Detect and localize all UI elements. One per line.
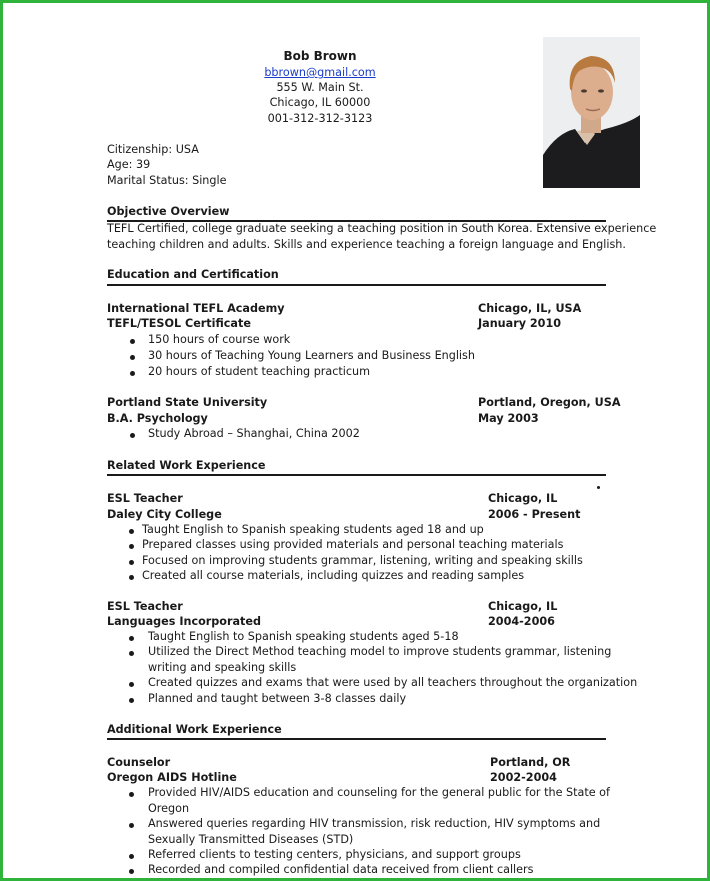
job-title: ESL Teacher [107,492,183,505]
list-item: Provided HIV/AIDS education and counseling for the general public for the State of [148,786,610,799]
citizenship: Citizenship: USA [107,143,199,156]
stray-dot [597,486,600,489]
section-heading-additional-work: Additional Work Experience [107,723,282,736]
job-org: Oregon AIDS Hotline [107,771,237,784]
education-date: May 2003 [478,412,539,425]
section-heading-education: Education and Certification [107,268,279,281]
job-org: Languages Incorporated [107,615,261,628]
list-item: 30 hours of Teaching Young Learners and Business English [148,349,475,362]
bullet-icon [129,869,134,874]
job-title: Counselor [107,756,171,769]
list-item: Answered queries regarding HIV transmission, risk reduction, HIV symptoms and [148,817,601,830]
objective-text-line: TEFL Certified, college graduate seeking a teaching position in South Korea. Extensive experience [107,222,657,235]
section-heading-related-work: Related Work Experience [107,459,266,472]
job-date: 2002-2004 [490,771,557,784]
list-item: Planned and taught between 3-8 classes daily [148,692,407,705]
list-item: Referred clients to testing centers, physicians, and support groups [148,848,521,861]
job-org: Daley City College [107,508,222,521]
bullet-icon [129,792,134,797]
education-location: Chicago, IL, USA [478,302,582,315]
marital-status: Marital Status: Single [107,174,227,187]
bullet-icon [129,575,134,580]
bullet-icon [130,339,135,344]
email-link[interactable]: bbrown@gmail.com [264,66,376,79]
list-item-continuation: Sexually Transmitted Diseases (STD) [148,833,354,846]
list-item: Recorded and compiled confidential data received from client callers [148,863,534,876]
profile-photo [543,37,640,188]
bullet-icon [129,636,134,641]
age: Age: 39 [107,158,151,171]
city-line: Chicago, IL 60000 [269,96,371,109]
section-heading-objective: Objective Overview [107,205,230,218]
phone-line: 001-312-312-3123 [267,112,373,125]
job-date: 2004-2006 [488,615,555,628]
job-title: ESL Teacher [107,600,183,613]
list-item: Study Abroad – Shanghai, China 2002 [148,427,360,440]
bullet-icon [129,529,134,534]
education-org: International TEFL Academy [107,302,285,315]
education-org: Portland State University [107,396,268,409]
section-divider [107,474,606,476]
list-item: Taught English to Spanish speaking students aged 5-18 [148,630,459,643]
education-date: January 2010 [478,317,562,330]
education-title: B.A. Psychology [107,412,208,425]
job-location: Chicago, IL [488,600,558,613]
resume-page [3,3,707,878]
candidate-name: Bob Brown [283,49,357,63]
bullet-icon [130,371,135,376]
list-item: 20 hours of student teaching practicum [148,365,371,378]
list-item: 150 hours of course work [148,333,291,346]
education-title: TEFL/TESOL Certificate [107,317,251,330]
job-location: Chicago, IL [488,492,558,505]
job-location: Portland, OR [490,756,571,769]
list-item: Taught English to Spanish speaking students aged 18 and up [142,523,484,536]
job-date: 2006 - Present [488,508,581,521]
bullet-icon [130,433,135,438]
list-item: Focused on improving students grammar, listening, writing and speaking skills [142,554,583,567]
address-line: 555 W. Main St. [276,81,364,94]
list-item: Prepared classes using provided materials and personal teaching materials [142,538,564,551]
bullet-icon [130,355,135,360]
bullet-icon [129,544,134,549]
bullet-icon [129,698,134,703]
education-location: Portland, Oregon, USA [478,396,621,409]
list-item: Created quizzes and exams that were used by all teachers throughout the organization [148,676,638,689]
list-item: Created all course materials, including quizzes and reading samples [142,569,525,582]
list-item-continuation: Oregon [148,802,190,815]
bullet-icon [129,823,134,828]
list-item-continuation: writing and speaking skills [148,661,297,674]
objective-text-line: teaching children and adults. Skills and experience teaching a foreign language and English. [107,238,626,251]
bullet-icon [129,560,134,565]
bullet-icon [129,854,134,859]
bullet-icon [129,682,134,687]
section-divider [107,284,606,286]
section-divider [107,738,606,740]
bullet-icon [129,651,134,656]
list-item: Utilized the Direct Method teaching model to improve students grammar, listening [148,645,612,658]
